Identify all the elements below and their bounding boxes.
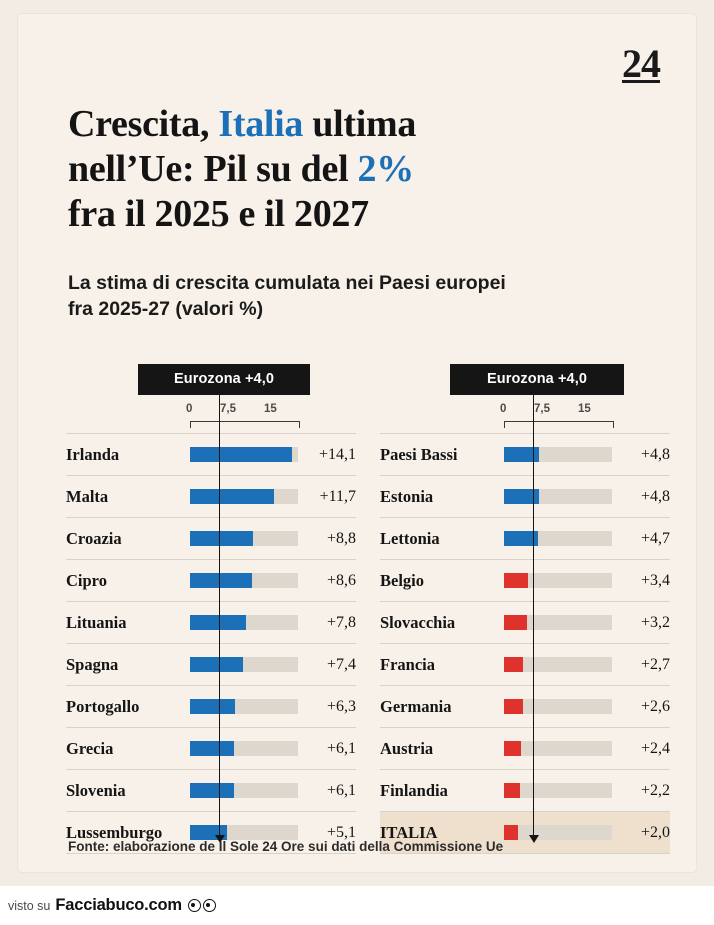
headline-line2-a: nell’Ue: Pil su del [68, 147, 358, 190]
bar [190, 447, 292, 462]
eurozone-reference-badge-left: Eurozona +4,0 [138, 364, 310, 395]
table-row [380, 685, 670, 727]
headline-line2-highlight: 2% [357, 147, 414, 190]
bar-value-label: +3,4 [640, 572, 670, 589]
table-row [380, 601, 670, 643]
country-label: Lettonia [380, 529, 440, 548]
axis-bracket-left [190, 421, 300, 428]
bar-value-label: +8,6 [326, 572, 356, 589]
bar-value-label: +6,1 [326, 740, 356, 757]
bar [190, 573, 252, 588]
infographic-inner [18, 14, 696, 872]
bar-track [190, 825, 298, 840]
table-row [380, 559, 670, 601]
bar-track [504, 573, 612, 588]
headline-line3: fra il 2025 e il 2027 [68, 192, 369, 235]
headline-line1-c: ultima [303, 103, 417, 145]
bar-value-label: +2,6 [640, 698, 670, 715]
axis-tick-0-right: 0 [500, 403, 507, 415]
table-row [380, 475, 670, 517]
bar-value-label: +11,7 [319, 488, 356, 505]
country-label: Lituania [66, 613, 127, 632]
bar-track [504, 615, 612, 630]
eurozone-reference-line [219, 390, 221, 835]
headline-line1-highlight: Italia [218, 103, 304, 145]
table-row [66, 475, 356, 517]
chart-panel-left [66, 364, 356, 854]
axis-left [66, 403, 356, 433]
bar-track [504, 741, 612, 756]
headline-line1-a: Crescita, [68, 103, 219, 145]
bar-value-label: +4,8 [640, 446, 670, 463]
country-label: Grecia [66, 739, 114, 758]
bar-track [504, 531, 612, 546]
table-row [66, 685, 356, 727]
country-label: Irlanda [66, 445, 120, 464]
axis-tick-2-left: 15 [264, 403, 277, 415]
masthead-text: 24 [622, 41, 660, 86]
bar-value-label: +7,4 [326, 656, 356, 673]
bar-track [190, 489, 298, 504]
footer-brand[interactable]: Facciabuco.com [55, 896, 182, 914]
bar-track [504, 657, 612, 672]
bar [190, 531, 253, 546]
country-label: Paesi Bassi [380, 445, 458, 464]
bar-value-label: +2,2 [640, 782, 670, 799]
axis-right [380, 403, 670, 433]
bar [190, 489, 274, 504]
country-label: Estonia [380, 487, 434, 506]
country-label: Belgio [380, 571, 424, 590]
bar-rows-left [66, 433, 356, 854]
bar-value-label: +4,7 [640, 530, 670, 547]
subtitle-line2: fra 2025-27 (valori %) [68, 298, 264, 321]
table-row [66, 601, 356, 643]
source-note: Fonte: elaborazione de Il Sole 24 Ore sui dati della Commissione Ue [68, 839, 504, 854]
country-label: Germania [380, 697, 452, 716]
bar-value-label: +6,3 [326, 698, 356, 715]
bar-track [190, 741, 298, 756]
bar-track [190, 657, 298, 672]
axis-tick-0-left: 0 [186, 403, 193, 415]
bar [190, 699, 235, 714]
country-label: Croazia [66, 529, 122, 548]
bar-value-label: +4,8 [640, 488, 670, 505]
bar-track [190, 699, 298, 714]
table-row [380, 643, 670, 685]
footer-visto-su: visto su [8, 898, 51, 913]
bar [504, 573, 528, 588]
country-label: Spagna [66, 655, 119, 674]
bar-track [504, 447, 612, 462]
country-label: Finlandia [380, 781, 448, 800]
bar-value-label: +14,1 [318, 446, 356, 463]
table-row [380, 517, 670, 559]
bar [504, 615, 527, 630]
chart-panel-right [380, 364, 670, 854]
bar-value-label: +7,8 [326, 614, 356, 631]
subtitle-line1: La stima di crescita cumulata nei Paesi europei [68, 272, 506, 294]
bar-value-label: +5,1 [326, 824, 356, 841]
bar-track [504, 489, 612, 504]
bar [190, 741, 234, 756]
bar-track [504, 699, 612, 714]
table-row [380, 769, 670, 811]
bar [504, 741, 521, 756]
table-row [380, 433, 670, 475]
bar-value-label: +8,8 [326, 530, 356, 547]
bar-rows-right [380, 433, 670, 854]
eurozone-reference-badge-right: Eurozona +4,0 [450, 364, 624, 395]
eyes-icon [188, 899, 216, 912]
bar-track [190, 447, 298, 462]
chart-subtitle [68, 270, 688, 323]
country-label: ITALIA [380, 823, 438, 842]
bar-track [190, 615, 298, 630]
country-label: Malta [66, 487, 109, 506]
axis-tick-2-right: 15 [578, 403, 591, 415]
bar-track [190, 783, 298, 798]
table-row [66, 769, 356, 811]
bar [190, 657, 243, 672]
axis-tick-1-right: 7,5 [534, 403, 550, 415]
table-row [66, 559, 356, 601]
page-title [68, 102, 628, 236]
bar [504, 825, 518, 840]
bar [190, 783, 234, 798]
table-row [380, 727, 670, 769]
bar [504, 657, 523, 672]
country-label: Francia [380, 655, 435, 674]
bar-track [190, 531, 298, 546]
il-sole-24-ore-logo [622, 41, 660, 86]
bar [504, 699, 523, 714]
country-label: Austria [380, 739, 434, 758]
country-label: Slovenia [66, 781, 126, 800]
table-row [66, 517, 356, 559]
bar-value-label: +2,4 [640, 740, 670, 757]
country-label: Portogallo [66, 697, 140, 716]
axis-bracket-right [504, 421, 614, 428]
table-row [66, 727, 356, 769]
site-footer [0, 886, 714, 925]
bar-track [504, 825, 612, 840]
country-label: Lussemburgo [66, 823, 163, 842]
bar-value-label: +3,2 [640, 614, 670, 631]
country-label: Slovacchia [380, 613, 456, 632]
table-row [66, 643, 356, 685]
table-row [66, 433, 356, 475]
bar-value-label: +6,1 [326, 782, 356, 799]
bar-track [504, 783, 612, 798]
bar-track [190, 573, 298, 588]
bar-value-label: +2,7 [640, 656, 670, 673]
country-label: Cipro [66, 571, 107, 590]
axis-tick-1-left: 7,5 [220, 403, 236, 415]
eurozone-reference-line [533, 390, 535, 835]
bar-value-label: +2,0 [640, 824, 670, 841]
bar [504, 783, 520, 798]
